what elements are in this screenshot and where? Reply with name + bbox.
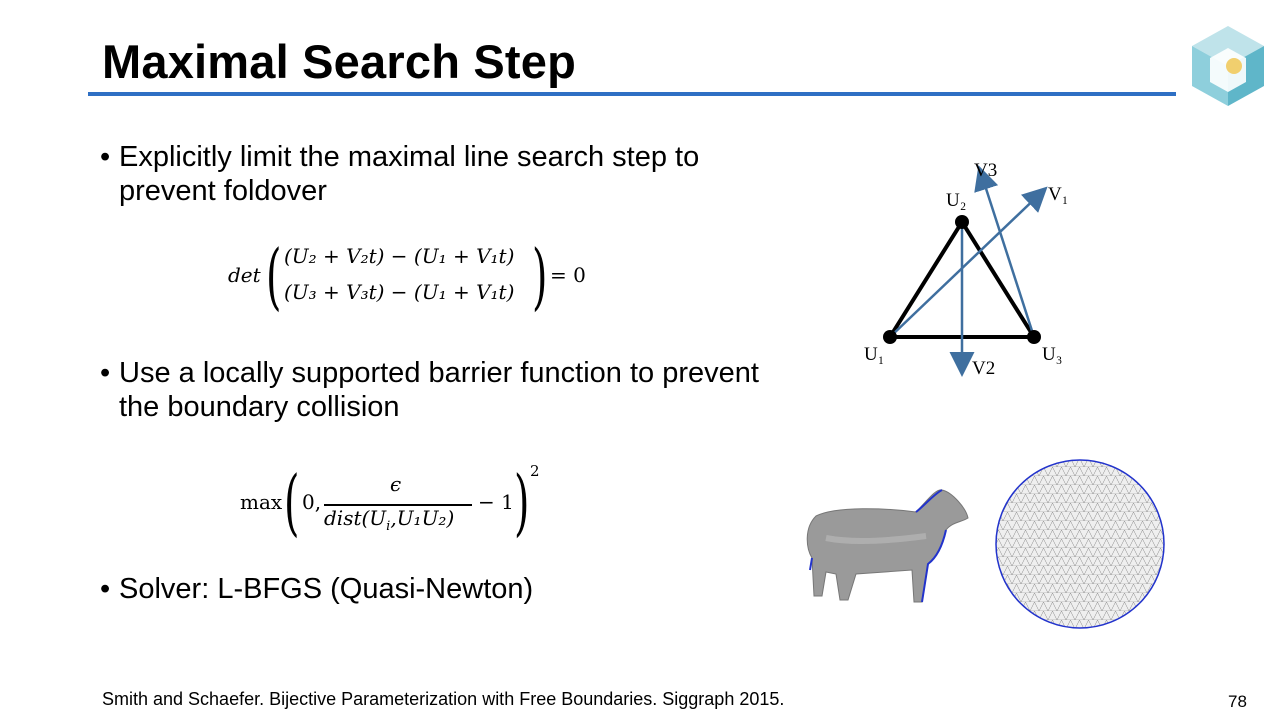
bullet-text: Solver: L-BFGS (Quasi-Newton) [119,573,534,605]
fraction-denominator: $dist(U_i,U_1U_2)$ [324,506,455,534]
equation-determinant [228,234,608,318]
label-v2: V2 [972,358,996,379]
title-underline [88,92,1176,96]
det-label: det [228,263,261,287]
det-row-2: (U₃ + V₃t) − (U₁ + V₁t) [284,280,515,304]
det-rhs: = 0 [550,263,586,287]
right-paren: ) [514,460,530,544]
exponent: 2 [530,462,540,480]
slide-title: Maximal Search Step [102,35,577,88]
bullet-text: Use a locally supported barrier function to prevent the boundary collision [119,357,759,423]
max-label: max [240,490,283,514]
vertex-u1 [883,330,897,344]
bullet-foldover [100,140,780,208]
label-v1: V₁ [1048,184,1069,205]
bullet-barrier [100,356,780,424]
left-paren: ( [266,234,282,318]
disk-mesh-image [994,458,1166,630]
right-paren: ) [532,234,548,318]
equation-barrier [240,462,560,542]
bullet-dot: • [100,573,111,605]
triangle-diagram [850,150,1090,390]
max-zero: 0, [302,490,322,514]
footer-citation: Smith and Schaefer. Bijective Parameterization with Free Boundaries. Siggraph 2015. [102,689,785,709]
bullet-dot: • [100,141,111,173]
disk-triangles [996,460,1164,628]
vector-v3 [980,170,1034,337]
label-v3: V3 [974,160,998,181]
minus-one: − 1 [478,490,514,514]
bullet-text: Explicitly limit the maximal line search step to prevent foldover [119,141,700,207]
vertex-u2 [955,215,969,229]
logo-cube-icon [1190,24,1266,108]
cow-mesh-image [796,478,974,606]
bullet-solver [100,572,780,606]
left-paren: ( [284,460,300,544]
page-number: 78 [1228,692,1247,711]
bullet-dot: • [100,357,111,389]
label-u2: U₂ [946,190,967,211]
label-u3: U₃ [1042,344,1063,365]
label-u1: U₁ [864,344,885,365]
vertex-u3 [1027,330,1041,344]
fraction-numerator: ϵ [390,472,402,496]
det-row-1: (U₂ + V₂t) − (U₁ + V₁t) [284,244,515,268]
